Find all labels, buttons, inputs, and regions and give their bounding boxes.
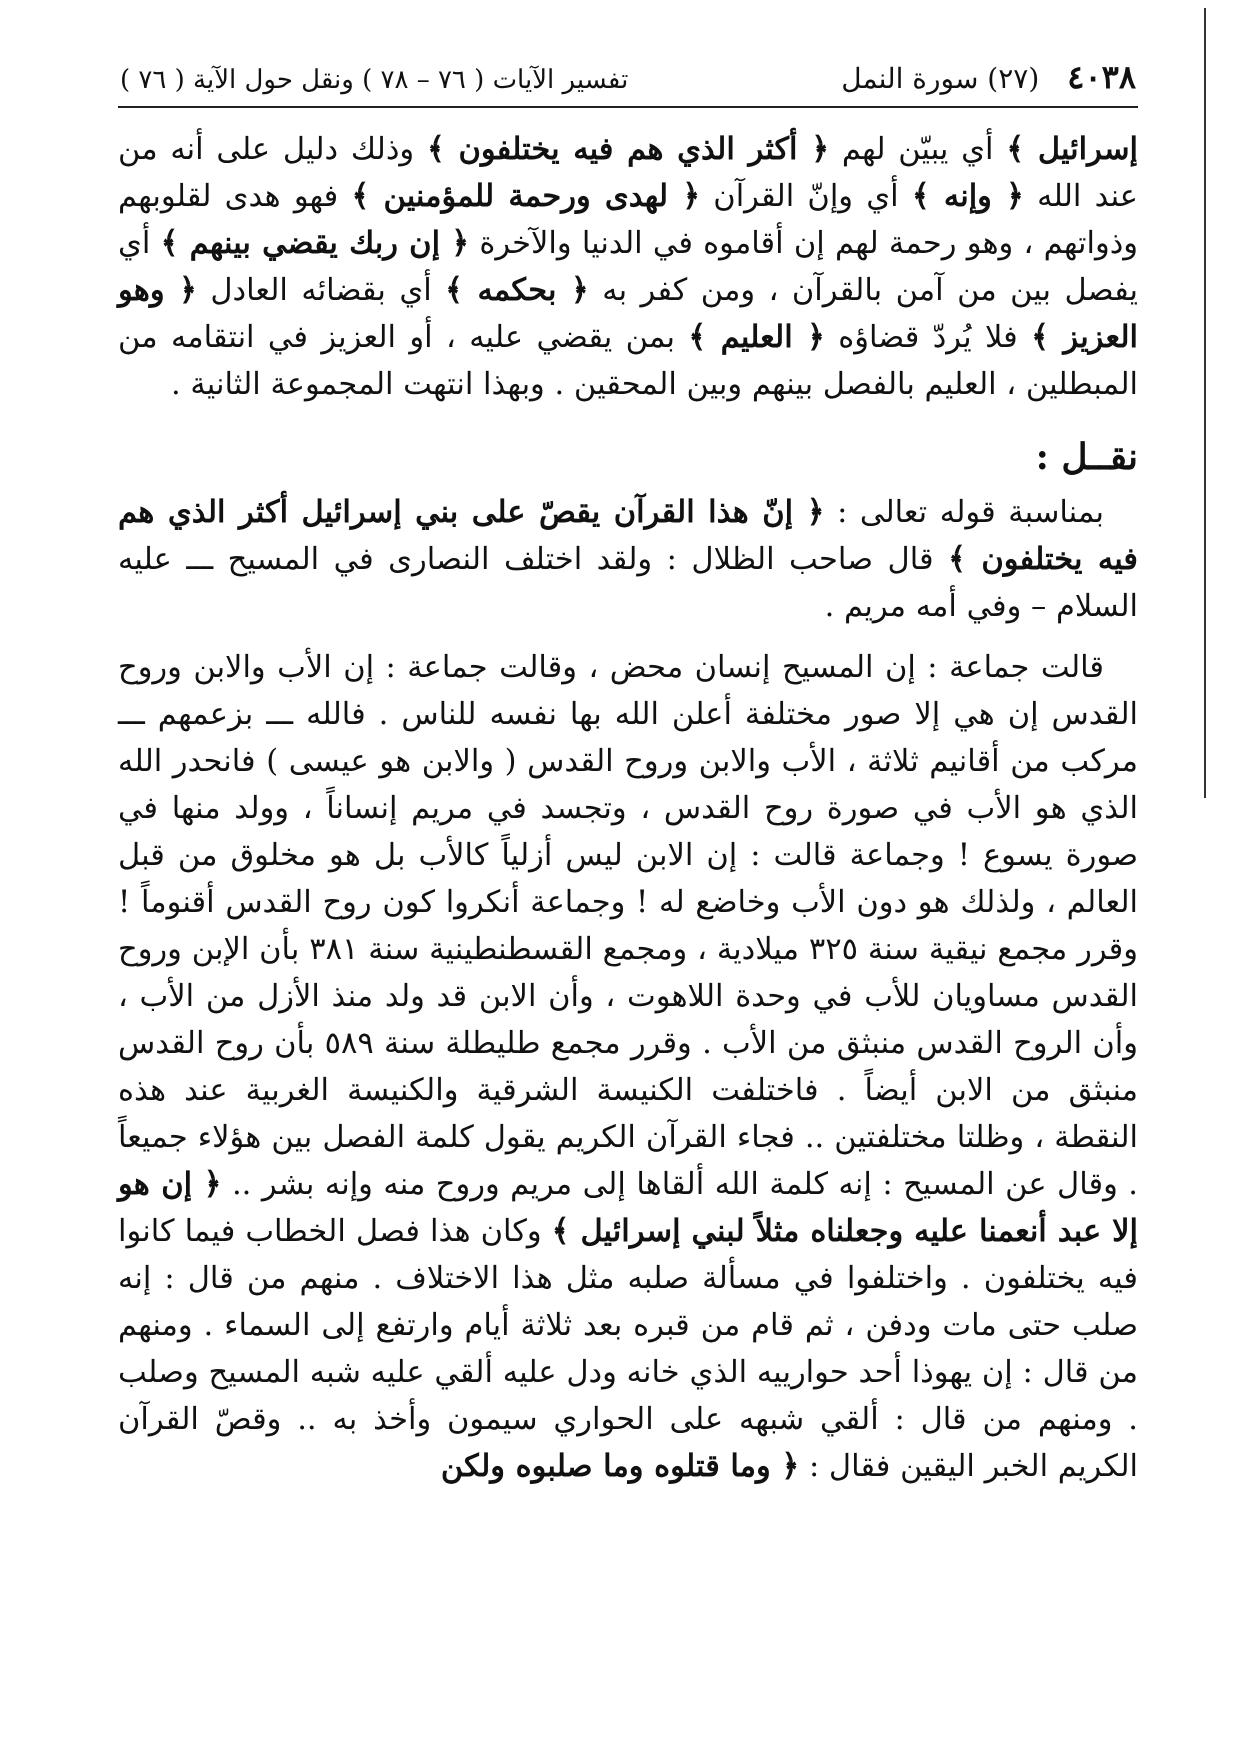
commentary-text: أي بقضائه العادل — [196, 273, 446, 309]
quran-quote: ﴿ بحكمه ﴾ — [445, 272, 589, 309]
quran-quote: ﴿ إن هو إلا عبد أنعمنا عليه وجعلناه مثلاً لبني إسرائيل ﴾ — [118, 1166, 1138, 1250]
commentary-text: فهو هدى لقلوبهم وذواتهم ، وهو رحمة لهم إن أقاموه في الدنيا والآخرة — [118, 179, 1138, 262]
quran-quote: ﴿ إن ربك يقضي بينهم ﴾ — [160, 225, 470, 262]
section-heading: نقــل : — [1035, 436, 1138, 479]
book-page — [118, 58, 1138, 1738]
commentary-text: وذلك دليل على أنه من عند الله — [118, 132, 1138, 215]
quran-quote: ﴿ أكثر الذي هم فيه يختلفون ﴾ — [426, 131, 830, 168]
page-edge-line — [1204, 8, 1206, 798]
quran-quote: ﴿ لهدى ورحمة للمؤمنين ﴾ — [351, 178, 701, 215]
quoted-text: قالت جماعة : إن المسيح إنسان محض ، وقالت جماعة : إن الأب والابن وروح القدس إن هي إلا صور مختلفة أعلن الله بها نفسه للناس . فالله ـــ بزعمهم ـــ مركب من أقانيم ثلاثة ، الأب والابن وروح القدس ( والابن هو عيسى ) فانحدر الله الذي هو الأب في صورة روح القدس ، وتجسد في مريم إنساناً ، وولد منها في صورة يسوع ! وجماعة قالت : إن الابن ليس أزلياً كالأب بل هو مخلوق من قبل العالم ، ولذلك هو دون الأب وخاضع له ! وجماعة أنكروا كون روح القدس أقنوماً ! وقرر مجمع نيقية سنة ٣٢٥ ميلادية ، ومجمع القسطنطينية سنة ٣٨١ بأن الإبن وروح القدس مساويان للأب في وحدة اللاهوت ، وأن الابن قد ولد منذ الأزل من الأب ، وأن الروح القدس منبثق من الأب . وقرر مجمع طليطلة سنة ٥٨٩ بأن روح القدس منبثق من الابن أيضاً . فاختلفت الكنيسة الشرقية والكنيسة الغربية عند هذه النقطة ، وظلتا مختلفتين .. فجاء القرآن الكريم يقول كلمة الفصل بين هؤلاء جميعاً . وقال عن المسيح : إنه كلمة الله ألقاها إلى مريم وروح منه وإنه بشر .. — [118, 650, 1139, 1203]
quoted-text: وكان هذا فصل الخطاب فيما كانوا فيه يختلفون . واختلفوا في مسألة صلبه مثل هذا الاختلاف . منهم من قال : إنه صلب حتى مات ودفن ، ثم قام من قبره بعد ثلاثة أيام وارتفع إلى السماء . ومنهم من قال : إن يهوذا أحد حوارييه الذي خانه ودل عليه ألقي عليه شبه المسيح وصلب . ومنهم من قال : ألقي شبهه على الحواري سيمون وأخذ به .. وقصّ القرآن الكريم الخبر اليقين فقال : — [118, 1214, 1138, 1485]
surah-name: (٢٧) سورة النمل — [841, 62, 1040, 95]
commentary-text: بمن يقضي عليه ، أو العزيز في انتقامه من المبطلين ، العليم بالفصل بينهم وبين المحقين . وبهذا انتهت المجموعة الثانية . — [118, 320, 1138, 403]
quran-quote: ﴿ وما قتلوه وما صلبوه ولكن — [440, 1448, 800, 1485]
intro-paragraph — [118, 489, 1138, 630]
quran-quote: ﴿ وهو العزيز ﴾ — [118, 272, 1138, 356]
tafsir-paragraph — [118, 126, 1138, 408]
commentary-text: أي يبيّن لهم — [829, 132, 1007, 168]
page-number: ٤٠٣٨ — [1067, 58, 1136, 96]
header-right — [841, 58, 1136, 96]
body-text — [118, 126, 1138, 1490]
quran-quote: ﴿ إنّ هذا القرآن يقصّ على بني إسرائيل أكثر الذي هم فيه يختلفون ﴾ — [118, 494, 1138, 578]
intro-text: قال صاحب الظلال : ولقد اختلف النصارى في المسيح ـــ عليه السلام – وفي أمه مريم . — [118, 542, 1138, 625]
quoted-paragraph — [118, 644, 1138, 1490]
quran-quote: إسرائيل ﴾ — [1006, 131, 1138, 168]
commentary-text: فلا يُردّ قضاؤه — [824, 320, 1032, 356]
commentary-text: أي وإنّ القرآن — [700, 179, 912, 215]
intro-text: بمناسبة قوله تعالى : — [824, 495, 1104, 531]
section-title: تفسير الآيات ( ٧٦ – ٧٨ ) ونقل حول الآية ( ٧٦ ) — [120, 65, 629, 95]
running-header — [118, 58, 1138, 108]
quran-quote: ﴿ وإنه ﴾ — [911, 178, 1024, 215]
quran-quote: ﴿ العليم ﴾ — [688, 319, 825, 356]
commentary-text: أي يفصل بين من آمن بالقرآن ، ومن كفر به — [118, 226, 1138, 309]
